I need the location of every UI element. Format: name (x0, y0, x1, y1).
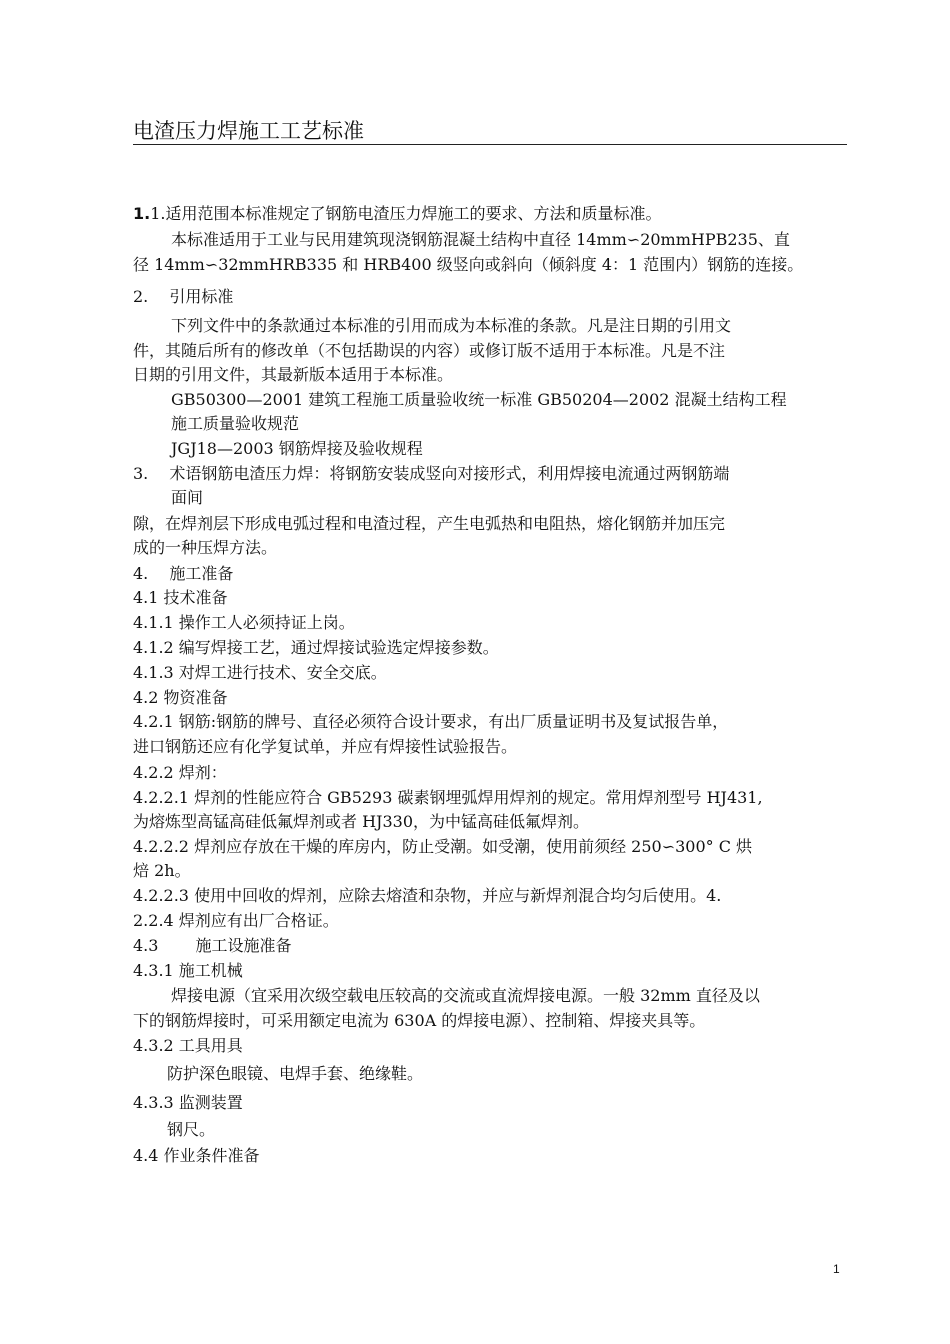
section-heading: 4. 施工准备 (133, 564, 234, 583)
text-line: 成的一种压焊方法。 (133, 538, 278, 557)
text-line: 件，其随后所有的修改单（不包括勘误的内容）或修订版不适用于本标准。凡是不注 (133, 341, 726, 360)
text-line: 本标准适用于工业与民用建筑现浇钢筋混凝土结构中直径 14mm∽20mmHPB235、直 (171, 230, 790, 249)
reference-line: JGJ18—2003 钢筋焊接及验收规程 (171, 439, 423, 458)
text-line: 防护深色眼镜、电焊手套、绝缘鞋。 (167, 1064, 424, 1083)
subsection-heading: 4.3 施工设施准备 (133, 936, 292, 955)
text-line-scope: 1.1.适用范围本标准规定了钢筋电渣压力焊施工的要求、方法和质量标准。 (133, 204, 662, 223)
text-line: 4.2.1 钢筋:钢筋的牌号、直径必须符合设计要求，有出厂质量证明书及复试报告单， (133, 712, 729, 731)
text-line: 日期的引用文件，其最新版本适用于本标准。 (133, 365, 454, 384)
text-line: 隙，在焊剂层下形成电弧过程和电渣过程，产生电弧热和电阻热，熔化钢筋并加压完 (133, 514, 726, 533)
subsection-heading: 4.1 技术准备 (133, 588, 228, 607)
reference-line: GB50300—2001 建筑工程施工质量验收统一标准 GB50204—2002 混凝土结构工程 (171, 390, 787, 409)
text-line: 4.2.2 焊剂： (133, 763, 227, 782)
text-line: 2.2.4 焊剂应有出厂合格证。 (133, 911, 339, 930)
section-heading: 2. 引用标准 (133, 287, 234, 306)
text-line: 下列文件中的条款通过本标准的引用而成为本标准的条款。凡是注日期的引用文 (171, 316, 732, 335)
section-heading: 3. 术语钢筋电渣压力焊：将钢筋安装成竖向对接形式，利用焊接电流通过两钢筋端 (133, 464, 730, 483)
scope-text: 1.适用范围本标准规定了钢筋电渣压力焊施工的要求、方法和质量标准。 (150, 204, 662, 223)
text-line: 下的钢筋焊接时，可采用额定电流为 630A 的焊接电源）、控制箱、焊接夹具等。 (133, 1011, 706, 1030)
text-line: 4.1.1 操作工人必须持证上岗。 (133, 613, 355, 632)
text-line: 为熔炼型高锰高硅低氟焊剂或者 HJ330，为中锰高硅低氟焊剂。 (133, 812, 589, 831)
reference-line: 施工质量验收规范 (171, 414, 300, 433)
text-line: 面间 (171, 488, 204, 507)
subsection-heading: 4.4 作业条件准备 (133, 1146, 260, 1165)
text-line: 焊接电源（宜采用次级空载电压较高的交流或直流焊接电源。一般 32mm 直径及以 (171, 986, 760, 1005)
page-number: 1 (833, 1262, 840, 1276)
subsection-heading: 4.2 物资准备 (133, 688, 228, 707)
text-line: 4.2.2.1 焊剂的性能应符合 GB5293 碳素钢埋弧焊用焊剂的规定。常用焊剂型号 HJ431, (133, 788, 763, 807)
text-line: 4.3.3 监测装置 (133, 1093, 243, 1112)
text-line: 4.1.2 编写焊接工艺，通过焊接试验选定焊接参数。 (133, 638, 499, 657)
text-line: 4.2.2.2 焊剂应存放在干燥的库房内，防止受潮。如受潮，使用前须经 250∽300° C 烘 (133, 837, 753, 856)
text-line: 4.2.2.3 使用中回收的焊剂，应除去熔渣和杂物，并应与新焊剂混合均匀后使用。4. (133, 886, 722, 905)
text-line: 进口钢筋还应有化学复试单，并应有焊接性试验报告。 (133, 737, 518, 756)
document-title: 电渣压力焊施工工艺标准 (133, 118, 847, 145)
text-line: 4.3.1 施工机械 (133, 961, 243, 980)
text-line: 焙 2h。 (133, 861, 191, 880)
text-line: 4.1.3 对焊工进行技术、安全交底。 (133, 663, 387, 682)
text-line: 钢尺。 (167, 1120, 216, 1139)
text-line: 4.3.2 工具用具 (133, 1036, 243, 1055)
text-line: 径 14mm∽32mmHRB335 和 HRB400 级竖向或斜向（倾斜度 4：1 范围内）钢筋的连接。 (133, 255, 804, 274)
